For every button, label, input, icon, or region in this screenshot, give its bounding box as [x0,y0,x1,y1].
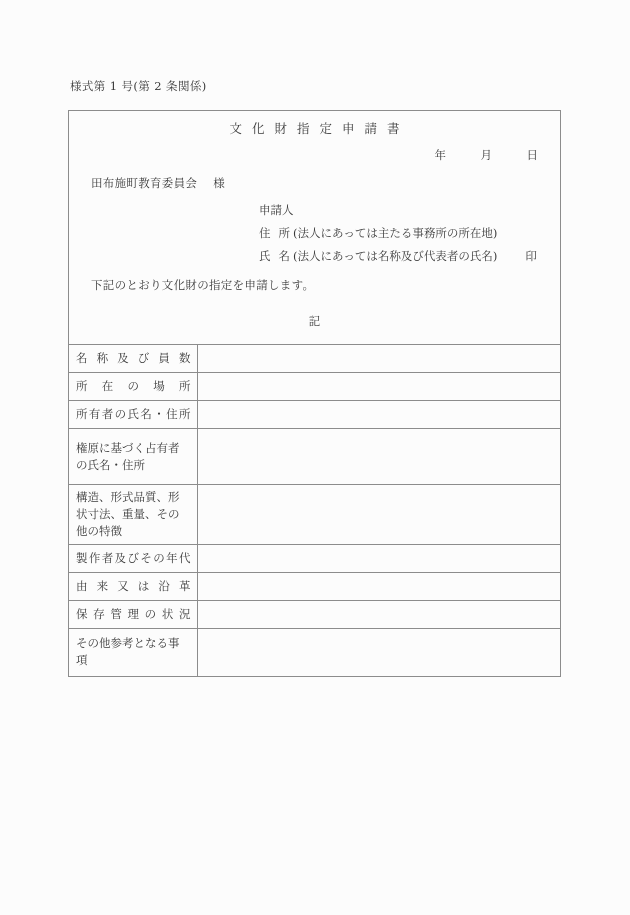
applicant-name-row [259,245,537,268]
form-header-block [69,111,560,344]
row-label-cell [69,485,197,545]
table-row [69,401,560,429]
row-label: 由来又は沿革 [76,579,191,593]
date-day-label: 日 [526,148,538,162]
row-label-cell [69,629,197,676]
applicant-address-label: 住所 [259,226,298,240]
row-value-cell[interactable] [197,345,560,373]
form-number: 様式第 1 号(第 2 条関係) [70,79,207,93]
row-label: 所有者の氏名・住所 [76,407,191,421]
table-row [69,373,560,401]
table-row [69,601,560,629]
row-label-cell [69,401,197,429]
applicant-address-note: (法人にあっては主たる事務所の所在地) [293,226,498,240]
row-label-cell [69,545,197,573]
date-line [69,147,538,163]
date-month-label: 月 [480,148,492,162]
applicant-name-label: 氏名 [259,249,298,263]
table-row [69,573,560,601]
row-value-cell[interactable] [197,373,560,401]
row-value-cell[interactable] [197,545,560,573]
addressee-line [91,175,225,191]
row-value-cell[interactable] [197,629,560,676]
table-row [69,545,560,573]
row-label: 構造、形式品質、形状寸法、重量、その他の特徴 [76,490,180,538]
applicant-address-row [259,222,537,245]
row-label-cell [69,601,197,629]
addressee-organization: 田布施町教育委員会 [91,176,198,190]
row-value-cell[interactable] [197,485,560,545]
table-row [69,345,560,373]
row-value-cell[interactable] [197,429,560,485]
row-label: 名称及び員数 [76,351,191,365]
row-value-cell[interactable] [197,401,560,429]
row-label-cell [69,573,197,601]
page-title: 文化財指定申請書 [229,121,410,136]
row-label-cell [69,345,197,373]
addressee-honorific: 様 [213,176,226,190]
row-value-cell[interactable] [197,573,560,601]
row-label: 保存管理の状況 [76,607,191,621]
applicant-heading: 申請人 [259,203,294,217]
ki-mark: 記 [308,314,321,328]
applicant-block [259,199,537,268]
applicant-name-note: (法人にあっては名称及び代表者の氏名) [293,249,498,263]
row-label: 所在の場所 [76,379,191,393]
row-label: 製作者及びその年代 [76,551,191,565]
application-statement: 下記のとおり文化財の指定を申請します。 [91,278,315,292]
date-year-label: 年 [434,148,446,162]
table-row [69,629,560,676]
row-value-cell[interactable] [197,601,560,629]
seal-mark: 印 [525,249,537,263]
row-label-cell [69,429,197,485]
row-label: 権原に基づく占有者の氏名・住所 [76,440,180,472]
form-table [69,344,560,676]
table-row [69,429,560,485]
row-label: その他参考となる事項 [76,636,180,668]
table-row [69,485,560,545]
application-form-sheet [68,110,561,677]
row-label-cell [69,373,197,401]
